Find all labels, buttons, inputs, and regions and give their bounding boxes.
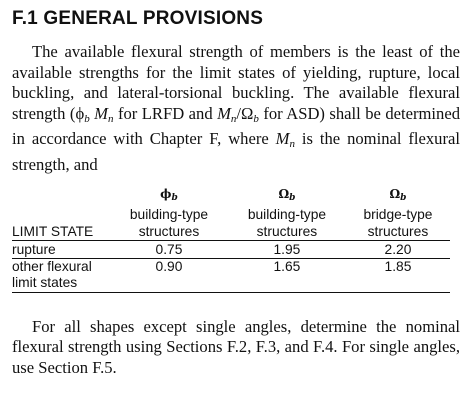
- paragraph-1-text-d: for ASD) shall be determined in accordance with Chapter F, where: [12, 103, 460, 149]
- row-label: rupture: [12, 240, 110, 258]
- paragraph-1-text-a: The available flexural strength of members is the least of the available strengths for the limit states of yielding, rupture, local buckling, and lateral-torsional buckling. The available flexural strength (: [12, 42, 460, 123]
- table-header-row: [12, 186, 450, 241]
- paragraph-1: [12, 42, 460, 176]
- cell-omega-building: 1.95: [228, 240, 346, 258]
- m-subscript: n: [108, 112, 114, 125]
- paragraph-1-text-e: is the nominal flexural strength, and: [12, 129, 460, 174]
- header-limit-state: LIMIT STATE: [12, 186, 110, 241]
- header-omega-building: Ωb building-type structures: [228, 186, 346, 241]
- table-row: [12, 240, 450, 258]
- m-symbol: M: [94, 103, 108, 123]
- omega-subscript: b: [253, 112, 259, 125]
- cell-phi-building: 0.90: [110, 258, 228, 292]
- omega-b-symbol: Ωb: [278, 186, 296, 203]
- cell-omega-bridge: 1.85: [346, 258, 450, 292]
- table-row: [12, 258, 450, 292]
- phi-symbol: ϕ: [75, 103, 85, 123]
- cell-omega-bridge: 2.20: [346, 240, 450, 258]
- cell-omega-building: 1.65: [228, 258, 346, 292]
- omega-fraction: /Ω: [236, 103, 254, 123]
- phi-b-symbol: ϕb: [160, 186, 178, 203]
- m-subscript-3: n: [289, 138, 295, 151]
- m-subscript-2: n: [230, 112, 237, 125]
- paragraph-2: [12, 317, 460, 379]
- header-phi-building: ϕb building-type structures: [110, 186, 228, 241]
- paragraph-1-text-c: for LRFD and: [113, 103, 218, 123]
- row-label: other flexural limit states: [12, 258, 110, 292]
- header-omega-bridge: Ωb bridge-type structures: [346, 186, 450, 241]
- resistance-factor-table: [12, 186, 450, 293]
- paragraph-2-text: For all shapes except single angles, determine the nominal flexural strength using Sections F.2, F.3, and F.4. For single angles, use Section F.5.: [12, 316, 460, 377]
- section-heading: F.1 GENERAL PROVISIONS: [12, 8, 264, 29]
- omega-b-symbol-bridge: Ωb: [389, 186, 407, 203]
- phi-subscript: b: [84, 112, 90, 125]
- m-symbol-3: M: [275, 129, 290, 149]
- m-symbol-2: M: [217, 103, 231, 123]
- cell-phi-building: 0.75: [110, 240, 228, 258]
- document-page: [12, 6, 460, 378]
